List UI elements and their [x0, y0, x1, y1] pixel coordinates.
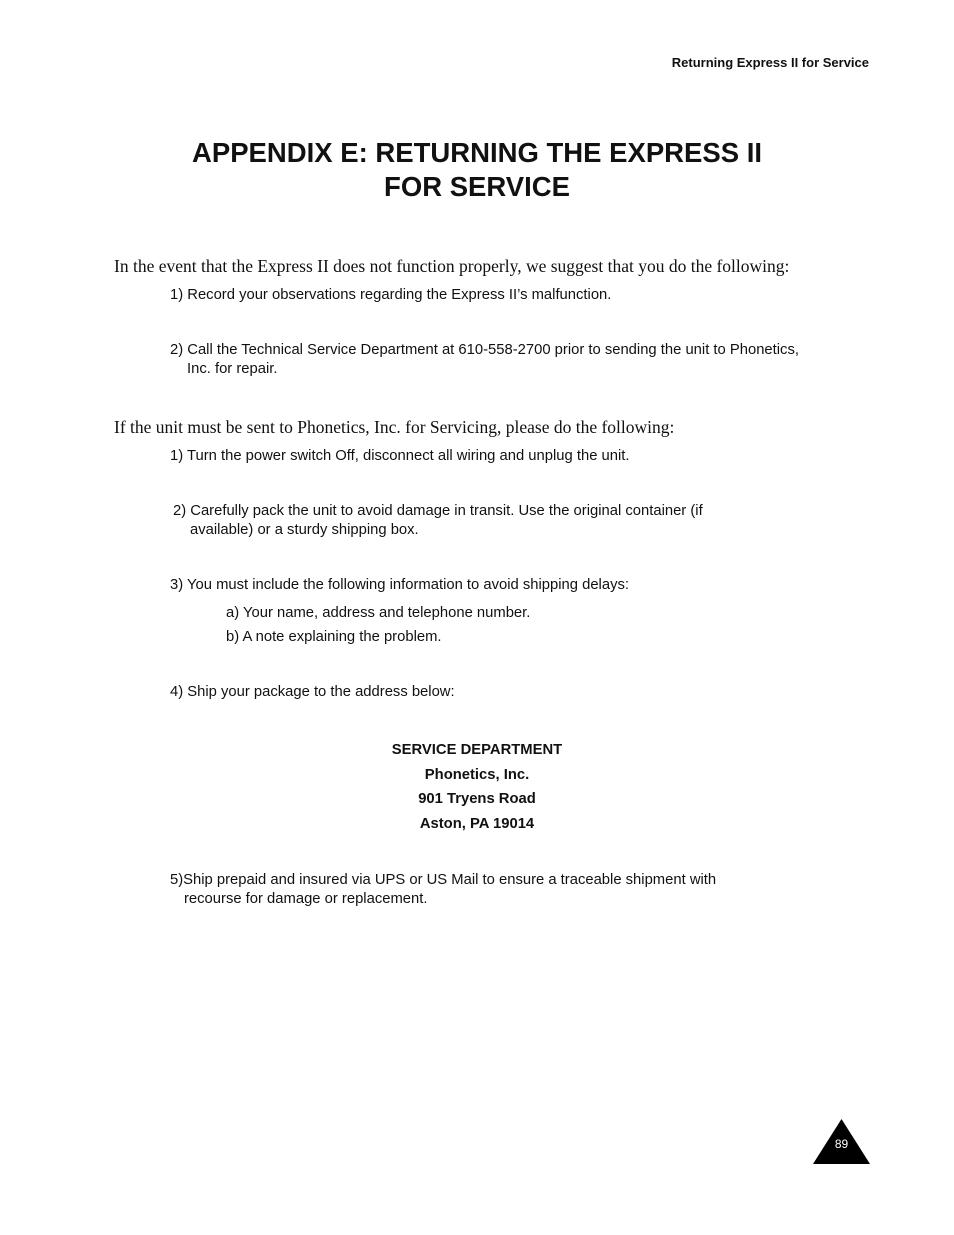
section2-step-3: 3) You must include the following information to avoid shipping delays:: [170, 577, 629, 593]
section2-step-5-line-2: recourse for damage or replacement.: [184, 891, 428, 907]
section1-step-2-line-2: Inc. for repair.: [187, 361, 278, 377]
section2-step-2-line-2: available) or a sturdy shipping box.: [190, 522, 419, 538]
section2-step-3a: a) Your name, address and telephone number.: [226, 605, 531, 621]
page-title-line-1: APPENDIX E: RETURNING THE EXPRESS II: [192, 137, 762, 168]
section2-step-4: 4) Ship your package to the address below:: [170, 684, 455, 700]
section2-step-2: [173, 502, 703, 540]
page-title-line-2: FOR SERVICE: [384, 171, 570, 202]
section1-intro: In the event that the Express II does not function properly, we suggest that you do the following:: [114, 256, 790, 276]
section2-step-5-line-1: 5)Ship prepaid and insured via UPS or US Mail to ensure a traceable shipment with: [170, 872, 717, 888]
section2-intro: If the unit must be sent to Phonetics, Inc. for Servicing, please do the following:: [114, 417, 675, 437]
page-number-badge: [813, 1119, 870, 1164]
address-line-3: 901 Tryens Road: [418, 791, 536, 807]
address-line-4: Aston, PA 19014: [419, 815, 535, 832]
address-line-2: Phonetics, Inc.: [424, 766, 530, 783]
running-header: Returning Express II for Service: [671, 55, 869, 70]
section2-step-5: [170, 871, 716, 909]
section2-step-3b: b) A note explaining the problem.: [226, 629, 442, 645]
address-line-1: SERVICE DEPARTMENT: [391, 742, 563, 758]
section1-step-1: 1) Record your observations regarding the Express II’s malfunction.: [170, 287, 612, 303]
section2-step-2-line-1: 2) Carefully pack the unit to avoid damage in transit. Use the original container (if: [173, 503, 703, 519]
service-address: [0, 738, 954, 836]
section2-step-1: 1) Turn the power switch Off, disconnect all wiring and unplug the unit.: [170, 448, 630, 464]
page-title: [0, 136, 954, 204]
page-number: 89: [834, 1137, 849, 1151]
section1-step-2-line-1: 2) Call the Technical Service Department at 610-558-2700 prior to sending the unit to Phonetics,: [170, 342, 799, 358]
section1-step-2: [170, 341, 799, 379]
